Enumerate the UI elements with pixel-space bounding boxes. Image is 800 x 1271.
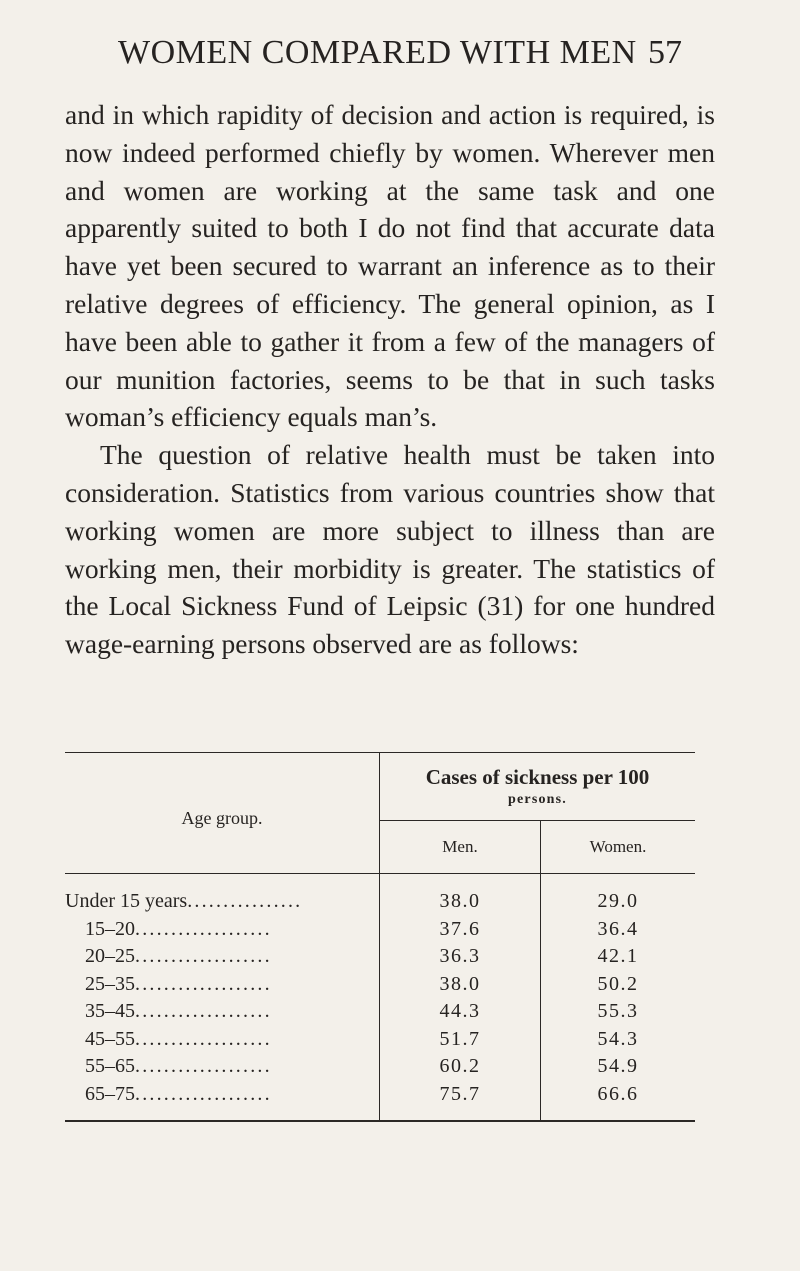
women-value: 29.0 [597,890,639,913]
table-row [65,971,695,999]
dot-leader: ................... [135,917,272,940]
dot-leader: ................... [135,1000,272,1023]
age-cell [65,943,380,971]
paragraph-2: The question of relative health must be taken into consideration. Statistics from various countries show that working women are more subject to illness than are working men, their morbidity is greater. The statistics of the Local Sickness Fund of Leipsic (31) for one hundred wage-earning persons observed are as follows: [65,439,715,660]
paragraph-1: and in which rapidity of decision and action is required, is now indeed performed chiefly by women. Wherever men and women are working at the same task and one apparently suited to both I do not find that accurate data have yet been secured to warrant an inference as to their relative degrees of efficiency. The general opinion, as I have been able to gather it from a few of the managers of our munition factories, seems to be that in such tasks woman’s efficiency equals man’s. [65,99,715,433]
women-value: 66.6 [597,1082,639,1105]
age-label: 15–20 [85,917,135,940]
men-value: 60.2 [380,1053,541,1081]
table-row [65,1026,695,1054]
men-header: Men. [380,820,541,873]
dot-leader: ................... [135,1027,272,1050]
age-label: 25–35 [85,972,135,995]
age-label: 35–45 [85,1000,135,1023]
age-cell [65,971,380,999]
dot-leader: ................... [135,1055,272,1078]
men-value: 38.0 [380,874,541,916]
women-value: 50.2 [597,972,639,995]
men-value: 37.6 [380,916,541,944]
men-value: 51.7 [380,1026,541,1054]
men-value: 38.0 [380,971,541,999]
dot-leader: ................... [135,972,272,995]
dot-leader: ................ [187,890,303,913]
women-value: 54.3 [597,1027,639,1050]
running-head [0,34,800,74]
age-group-header: Age group. [65,753,380,874]
age-label: 20–25 [85,945,135,968]
men-value: 44.3 [380,998,541,1026]
table-row [65,874,695,916]
age-label: 55–65 [85,1055,135,1078]
age-cell [65,916,380,944]
table-row [65,1081,695,1122]
cases-header-sub: persons. [508,791,567,807]
running-title: WOMEN COMPARED WITH MEN [118,34,637,71]
age-label: 45–55 [85,1027,135,1050]
age-label: 65–75 [85,1082,135,1105]
age-cell [65,998,380,1026]
men-value: 36.3 [380,943,541,971]
table-row [65,998,695,1026]
age-cell [65,1081,380,1122]
cases-header-title: Cases of sickness per 100 [425,764,650,789]
women-value: 42.1 [597,945,639,968]
age-cell [65,1026,380,1054]
cases-header [380,753,696,821]
dot-leader: ................... [135,945,272,968]
dot-leader: ................... [135,1082,272,1105]
body-text [65,96,715,663]
age-cell [65,1053,380,1081]
men-value: 75.7 [380,1081,541,1122]
page-number: 57 [648,34,682,71]
table-row [65,943,695,971]
age-label: Under 15 years [65,890,188,913]
women-value: 54.9 [597,1055,639,1078]
table-row [65,1053,695,1081]
women-header: Women. [541,820,696,873]
table-row [65,916,695,944]
women-value: 55.3 [597,1000,639,1023]
age-cell [65,874,380,916]
women-value: 36.4 [597,917,639,940]
sickness-table [65,752,695,1122]
